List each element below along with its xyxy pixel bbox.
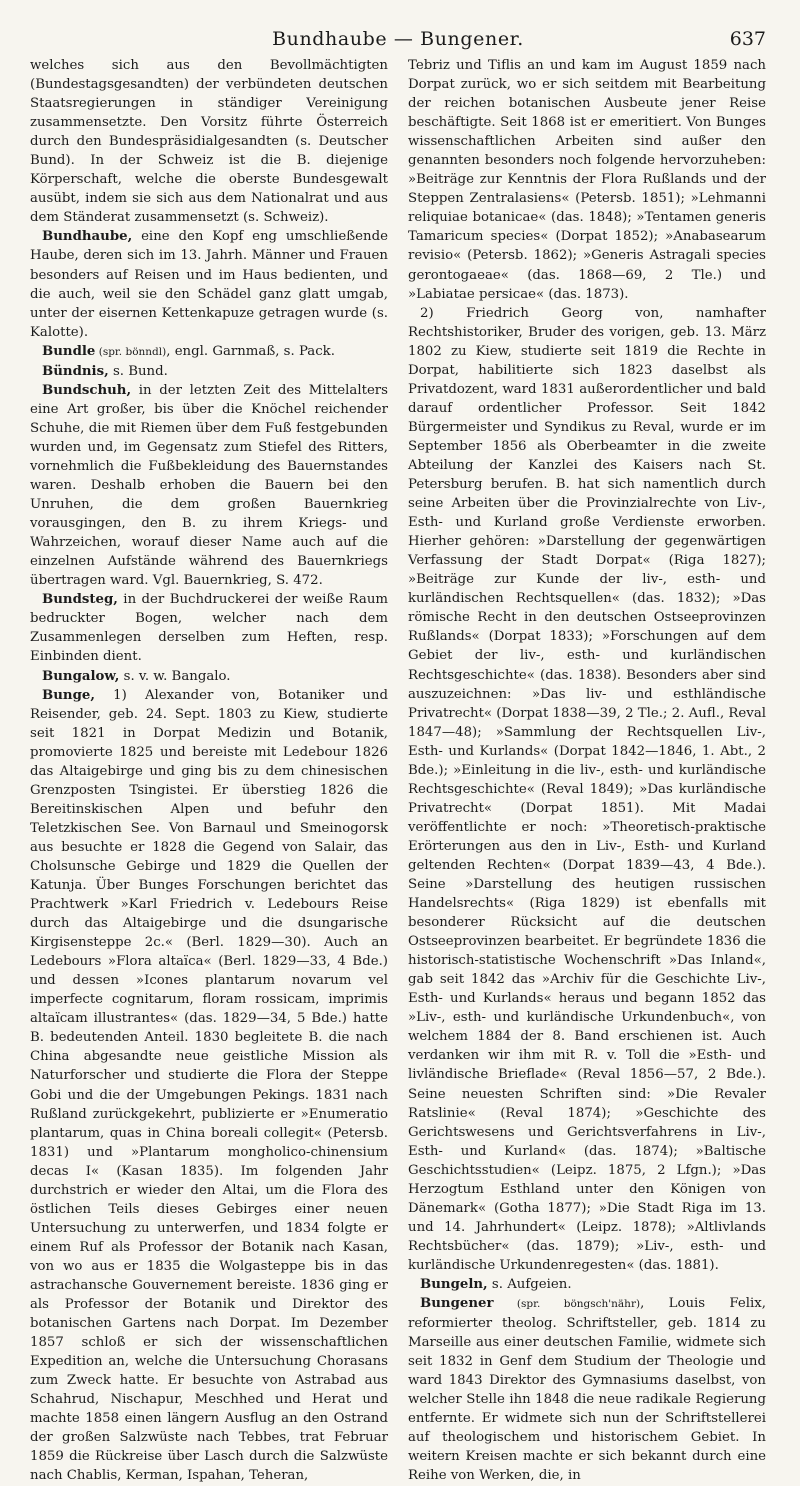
entry-bungeln — [408, 1275, 766, 1294]
text-columns — [30, 56, 766, 1486]
entry-bunge-1-continued: Tebriz und Tiflis an und kam im August 1859 nach Dorpat zurück, wo er sich seitdem mit Bearbeitung der reichen botanischen Ausbeute jener Reise beschäftigte. Seit 1868 ist er emeritiert. Von Bunges wissenschaftlichen Arbeiten sind außer den genannten besonders noch folgende hervorzuheben: »Beiträge zur Kenntnis der Flora Rußlands und der Steppen Zentralasiens« (Petersb. 1851); »Lehmanni reliquiae botanicae« (das. 1848); »Tentamen generis Tamaricum species« (Dorpat 1852); »Anabasearum revisio« (Petersb. 1862); »Generis Astragali species gerontogaeae« (das. 1868—69, 2 Tle.) und »Labiatae persicae« (das. 1873). — [408, 58, 766, 302]
headword-bungeln: Bungeln, — [420, 1277, 488, 1292]
pronunciation-bungener: (spr. böngsch'nähr) — [493, 1298, 641, 1311]
headword-bungener: Bungener — [420, 1296, 494, 1312]
entry-bundesversammlung-continued: welches sich aus den Bevollmächtigten (Bundestagsgesandten) der verbündeten deutschen Staatsregierungen in ständiger Vereinigung zusammensetzte. Den Vorsitz führte Österreich durch den Bundespräsidialgesandten (s. Deutscher Bund). In der Schweiz ist die B. diejenige Körperschaft, welche die oberste Bundesgewalt ausübt, indem sie sich aus dem Nationalrat und aus dem Ständerat zusammensetzt (s. Schweiz). — [30, 58, 388, 226]
entry-bungalow — [30, 667, 388, 686]
definition-bungener: , Louis Felix, reformierter theolog. Schriftsteller, geb. 1814 zu Marseille aus einer deutschen Familie, widmete sich seit 1832 in Genf dem Studium der Theologie und ward 1843 Direktor des Gymnasiums daselbst, von welcher Stelle ihn 1848 die neue radikale Regierung entfernte. Er widmete sich nun der Schriftstellerei auf theologischem und historischem Gebiet. In weitern Kreisen machte er sich bekannt durch eine Reihe von Werken, die, in — [408, 1296, 766, 1484]
definition-bungeln: s. Aufgeien. — [487, 1277, 572, 1292]
left-column — [30, 56, 388, 1486]
definition-buendnis: s. Bund. — [108, 363, 168, 379]
entry-bunge — [30, 686, 388, 1486]
headword-bungalow: Bungalow, — [42, 668, 120, 684]
right-column — [408, 56, 766, 1486]
entry-bundle — [30, 342, 388, 362]
definition-bundsteg: in der Buchdruckerei der weiße Raum bedruckter Bogen, welcher nach dem Zusammenlegen derselben zum Heften, resp. Einbinden dient. — [30, 592, 388, 665]
headword-bundschuh: Bundschuh, — [42, 382, 132, 398]
entry-bundhaube — [30, 227, 388, 341]
entry-bundschuh — [30, 381, 388, 591]
running-title: Bundhaube — Bungener. — [272, 28, 524, 50]
headword-bundhaube: Bundhaube, — [42, 229, 133, 245]
headword-buendnis: Bündnis, — [42, 363, 109, 379]
entry-bunge-2: 2) Friedrich Georg von, namhafter Rechtshistoriker, Bruder des vorigen, geb. 13. März 1802 zu Kiew, studierte seit 1819 die Rechte in Dorpat, habilitierte sich 1823 daselbst als Privatdozent, ward 1831 außerordentlicher und bald darauf ordentlicher Professor. Seit 1842 Bürgermeister und Syndikus zu Reval, wurde er im September 1856 als Oberbeamter in die zweite Abteilung der Kanzlei des Kaisers nach St. Petersburg berufen. B. hat sich namentlich durch seine Arbeiten über die Provinzialrechte von Liv-, Esth- und Kurland große Verdienste erworben. Hierher gehören: »Darstellung der gegenwärtigen Verfassung der Stadt Dorpat« (Riga 1827); »Beiträge zur Kunde der liv-, esth- und kurländischen Rechtsquellen« (das. 1832); »Das römische Recht in den deutschen Ostseeprovinzen Rußlands« (Dorpat 1833); »Forschungen auf dem Gebiet der liv-, esth- und kurländischen Rechtsgeschichte« (das. 1838). Besonders aber sind auszuzeichnen: »Das liv- und esthländische Privatrecht« (Dorpat 1838—39, 2 Tle.; 2. Aufl., Reval 1847—48); »Sammlung der Rechtsquellen Liv-, Esth- und Kurlands« (Dorpat 1842—1846, 1. Abt., 2 Bde.); »Einleitung in die liv-, esth- und kurländische Rechtsgeschichte« (Reval 1849); »Das kurländische Privatrecht« (Dorpat 1851). Mit Madai veröffentlichte er noch: »Theoretisch-praktische Erörterungen aus den in Liv-, Esth- und Kurland geltenden Rechten« (Dorpat 1839—43, 4 Bde.). Seine »Darstellung des heutigen russischen Handelsrechts« (Riga 1829) ist ebenfalls mit besonderer Rücksicht auf die deutschen Ostseeprovinzen bearbeitet. Er begründete 1836 die historisch-statistische Wochenschrift »Das Inland«, gab seit 1842 das »Archiv für die Geschichte Liv-, Esth- und Kurlands« heraus und begann 1852 das »Liv-, esth- und kurländische Urkundenbuch«, von welchem 1884 der 8. Band erschienen ist. Auch verdanken wir ihm mit R. v. Toll die »Esth- und livländische Brieflade« (Reval 1856—57, 2 Bde.). Seine neuesten Schriften sind: »Die Revaler Ratslinie« (Reval 1874); »Geschichte des Gerichtswesens und Gerichtsverfahrens in Liv-, Esth- und Kurland« (das. 1874); »Baltische Geschichtsstudien« (Leipz. 1875, 2 Lfgn.); »Das Herzogtum Esthland unter den Königen von Dänemark« (Gotha 1877); »Die Stadt Riga im 13. und 14. Jahrhundert« (Leipz. 1878); »Altlivlands Rechtsbücher« (das. 1879); »Liv-, esth- und kurländische Urkundenregesten« (das. 1881). — [408, 305, 766, 1273]
definition-bundhaube: eine den Kopf eng umschließende Haube, deren sich im 13. Jahrh. Männer und Frauen besonders auf Reisen und im Haus bedienten, und die auch, weil sie den Schädel ganz glatt umgab, unter der eisernen Kettenkapuze getragen wurde (s. Kalotte). — [30, 229, 388, 340]
definition-bundle: , engl. Garnmaß, s. Pack. — [166, 343, 335, 359]
headword-bunge: Bunge, — [42, 687, 95, 703]
running-head — [30, 20, 766, 56]
headword-bundle: Bundle — [42, 343, 96, 359]
pronunciation-bundle: (spr. bönndl) — [95, 345, 167, 358]
page-number: 637 — [729, 28, 766, 50]
definition-bundschuh: in der letzten Zeit des Mittelalters eine Art großer, bis über die Knöchel reichender Schuhe, die mit Riemen über dem Fuß festgebunden wurden und, im Gegensatz zum Stiefel des Ritters, vornehmlich die Fußbekleidung des Bauernstandes waren. Deshalb erhoben die Bauern bei den Unruhen, die dem großen Bauernkrieg vorausgingen, den B. zu ihrem Kriegs- und Wahrzeichen, worauf dieser Name auch auf die einzelnen Aufstände während des Bauernkriegs übertragen ward. Vgl. Bauernkrieg, S. 472. — [30, 382, 388, 589]
definition-bungalow: s. v. w. Bangalo. — [119, 668, 231, 684]
headword-bundsteg: Bundsteg, — [42, 592, 118, 608]
entry-buendnis — [30, 362, 388, 381]
definition-bunge-1: 1) Alexander von, Botaniker und Reisender, geb. 24. Sept. 1803 zu Kiew, studierte seit 1821 in Dorpat Medizin und Botanik, promovierte 1825 und bereiste mit Ledebour 1826 das Altaigebirge und ging bis zu dem chinesischen Grenzposten Tsingistei. Er überstieg 1826 die Bereitinskischen Alpen und befuhr den Teletzkischen See. Von Barnaul und Smeinogorsk aus besuchte er 1828 die Gegend von Salair, das Cholsunsche Gebirge und 1829 die Quellen der Katunja. Über Bunges Forschungen berichtet das Prachtwerk »Karl Friedrich v. Ledebours Reise durch das Altaigebirge und die dsungarische Kirgisensteppe 2c.« (Berl. 1829—30). Auch an Ledebours »Flora altaïca« (Berl. 1829—33, 4 Bde.) und dessen »Icones plantarum novarum vel imperfecte cognitarum, floram rossicam, imprimis altaïcam illustrantes« (das. 1829—34, 5 Bde.) hatte B. bedeutenden Anteil. 1830 begleitete B. die nach China abgesandte neue geistliche Mission als Naturforscher und studierte die Flora der Steppe Gobi und die der Umgebungen Pekings. 1831 nach Rußland zurückgekehrt, publizierte er »Enumeratio plantarum, quas in China boreali collegit« (Petersb. 1831) und »Plantarum mongholico-chinensium decas I« (Kasan 1835). Im folgenden Jahr durchstrich er wieder den Altai, um die Flora des östlichen Teils dieses Gebirges einer neuen Untersuchung zu unterwerfen, und 1834 folgte er einem Ruf als Professor der Botanik nach Kasan, von wo aus er 1835 die Wolgasteppe bis in das astrachansche Gouvernement bereiste. 1836 ging er als Professor der Botanik und Direktor des botanischen Gartens nach Dorpat. Im Dezember 1857 schloß er sich der wissenschaftlichen Expedition an, welche die Untersuchung Chorasans zum Zweck hatte. Er besuchte von Astrabad aus Schahrud, Nischapur, Meschhed und Herat und machte 1858 einen längern Ausflug an den Ostrand der großen Salzwüste nach Tebbes, trat Februar 1859 die Rückreise über Lasch durch die Salzwüste nach Chablis, Kerman, Ispahan, Teheran, — [30, 687, 388, 1484]
entry-bungener — [408, 1294, 766, 1485]
entry-bundsteg — [30, 590, 388, 666]
